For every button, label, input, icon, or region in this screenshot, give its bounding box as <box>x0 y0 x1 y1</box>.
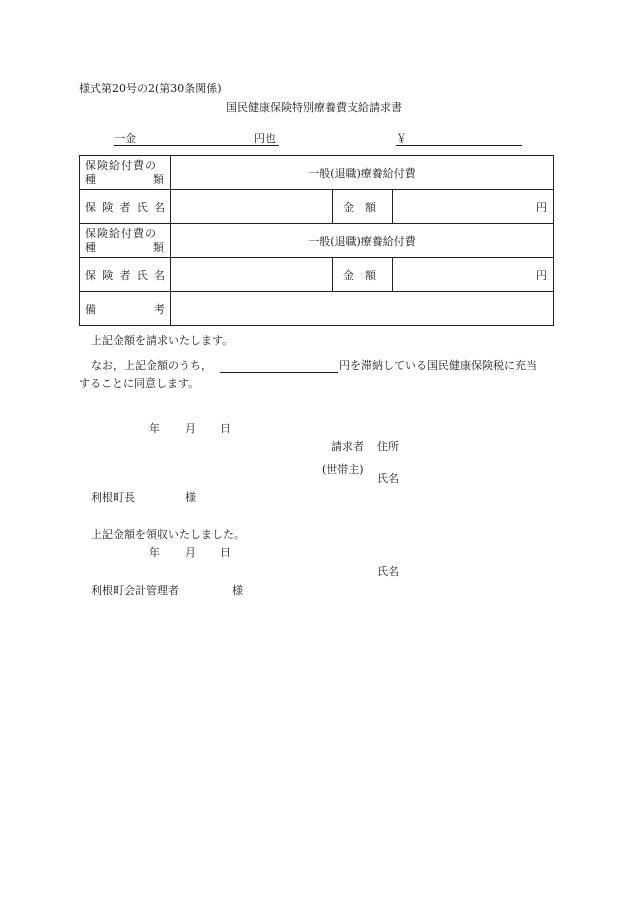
receipt-statement: 上記金額を領収いたしました。 <box>91 528 245 541</box>
amount-prefix: 一金 <box>114 132 136 145</box>
insured-name-label-2: 保 険 者 氏 名 <box>80 258 171 292</box>
claimant-address-label: 住所 <box>377 440 399 453</box>
date2-month: 月 <box>185 546 196 559</box>
claimant-name-label: 氏名 <box>377 472 399 485</box>
remarks-label: 備 考 <box>80 292 171 326</box>
date2-day: 日 <box>220 546 231 559</box>
insured-name-field[interactable] <box>171 190 333 224</box>
benefit-type-value-2: 一般(退職)療養給付費 <box>171 224 554 258</box>
amount-suffix: 円也 <box>254 132 276 145</box>
date1-year: 年 <box>149 422 160 435</box>
benefit-type-row <box>80 156 554 190</box>
yen-mark: ￥ <box>396 132 407 145</box>
remarks-field[interactable] <box>171 292 554 326</box>
insured-name-label: 保 険 者 氏 名 <box>80 190 171 224</box>
consent-line2: することに同意します。 <box>79 377 200 390</box>
consent-line1-end: 円を滞納している国民健康保険税に充当 <box>339 359 537 372</box>
form-title: 国民健康保険特別療養費支給請求書 <box>226 101 402 114</box>
insured-name-field-2[interactable] <box>171 258 333 292</box>
insured-row-2 <box>80 258 554 292</box>
addressee-mayor-honorific: 様 <box>185 491 196 504</box>
amount-label-2: 金 額 <box>333 258 393 292</box>
date2-year: 年 <box>149 546 160 559</box>
request-statement: 上記金額を請求いたします。 <box>91 334 234 347</box>
yen-underline <box>396 145 522 146</box>
amount-field[interactable] <box>393 190 554 224</box>
yen-unit: 円 <box>536 200 548 214</box>
receipt-name-label: 氏名 <box>377 565 399 578</box>
benefit-type-value: 一般(退職)療養給付費 <box>171 156 554 190</box>
claimant-householder: (世帯主) <box>322 463 364 476</box>
date1-day: 日 <box>220 422 231 435</box>
benefit-type-label-2: 保険給付費の 種 類 <box>80 224 171 258</box>
amount-field-2[interactable] <box>393 258 554 292</box>
consent-line1-start: なお，上記金額のうち， <box>91 359 212 372</box>
remarks-row <box>80 292 554 326</box>
amount-underline <box>114 145 279 146</box>
benefit-type-label: 保険給付費の 種 類 <box>80 156 171 190</box>
date1-month: 月 <box>185 422 196 435</box>
yen-unit: 円 <box>536 268 548 282</box>
insured-row <box>80 190 554 224</box>
addressee-treasurer: 利根町会計管理者 <box>91 584 179 597</box>
addressee-mayor: 利根町長 <box>91 491 135 504</box>
consent-amount-underline <box>220 372 338 373</box>
amount-label: 金 額 <box>333 190 393 224</box>
claim-form-table <box>79 155 554 326</box>
addressee-treasurer-honorific: 様 <box>232 584 243 597</box>
benefit-type-row-2 <box>80 224 554 258</box>
claimant-label: 請求者 <box>331 440 364 453</box>
form-number: 様式第20号の2(第30条関係) <box>79 82 222 95</box>
